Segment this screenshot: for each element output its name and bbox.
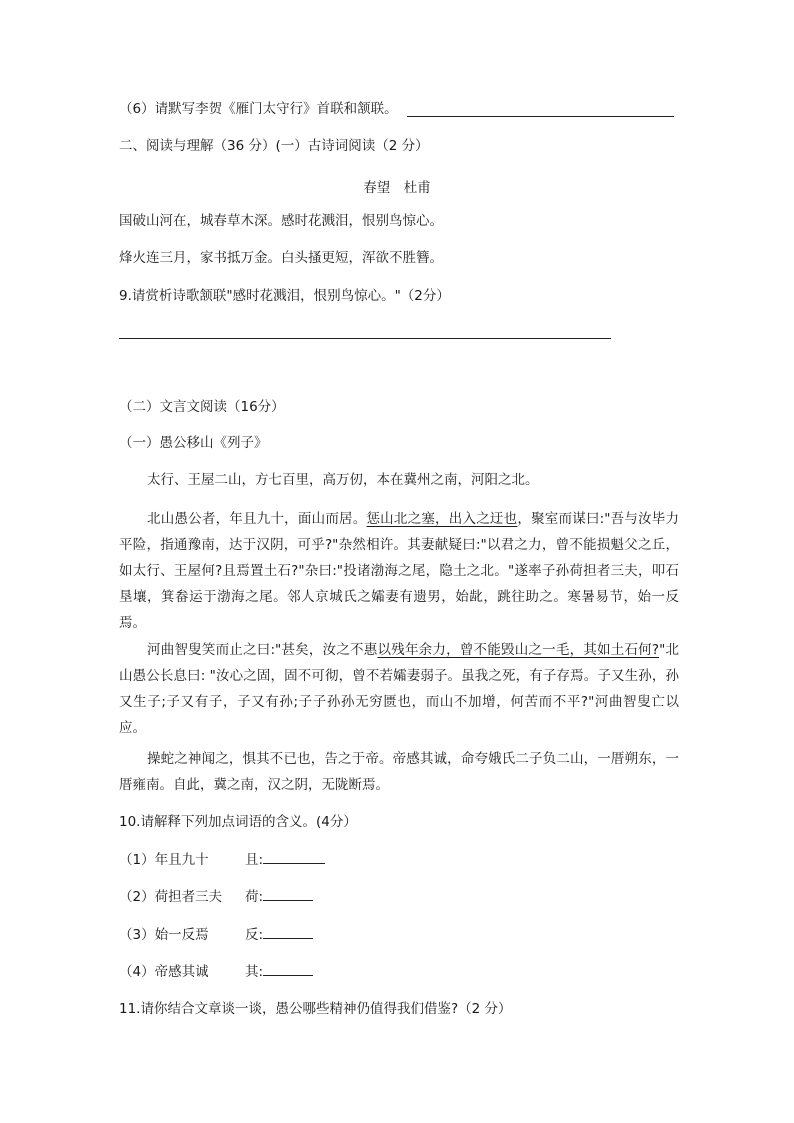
q10-item-3-phrase: （3）始一反焉 bbox=[119, 927, 209, 943]
paragraph-3 bbox=[119, 637, 679, 741]
underlined-sentence-1: 惩山北之塞，出入之迂也 bbox=[366, 511, 518, 527]
poem-line-1: 国破山河在，城春草木深。感时花溅泪，恨别鸟惊心。 bbox=[119, 213, 443, 229]
q10-item-4-label: 其: bbox=[245, 964, 264, 980]
answer-line-q6[interactable] bbox=[407, 116, 674, 117]
q10-item-2-label: 荷: bbox=[245, 889, 264, 905]
q10-item-4-blank[interactable] bbox=[263, 961, 313, 976]
paragraph-2 bbox=[119, 506, 679, 636]
poem-title: 春望 杜甫 bbox=[363, 180, 431, 196]
q10-item-4-phrase: （4）帝感其诚 bbox=[119, 964, 209, 980]
q10-item-2 bbox=[119, 886, 313, 907]
paragraph-1: 太行、王屋二山，方七百里，高万仞，本在冀州之南，河阳之北。 bbox=[147, 472, 539, 488]
q10-item-3-label: 反: bbox=[245, 927, 264, 943]
classical-section-header: （二）文言文阅读（16分） bbox=[119, 399, 285, 415]
q10-item-1-label: 且: bbox=[245, 852, 264, 868]
question-11: 11.请你结合文章谈一谈，愚公哪些精神仍值得我们借鉴?（2 分） bbox=[119, 1001, 512, 1017]
question-9: 9.请赏析诗歌颔联"感时花溅泪，恨别鸟惊心。"（2分） bbox=[119, 288, 450, 304]
classical-text-title: （一）愚公移山《列子》 bbox=[119, 435, 268, 451]
q10-item-3 bbox=[119, 924, 313, 945]
paragraph-3-start: 河曲智叟笑而止之曰:"甚矣，汝之不惠 bbox=[147, 642, 378, 658]
q10-item-1-blank[interactable] bbox=[263, 849, 325, 864]
q10-item-2-blank[interactable] bbox=[263, 886, 313, 901]
paragraph-4: 操蛇之神闻之，惧其不已也，告之于帝。帝感其诚，命夸娥氏二子负二山，一厝朔东，一厝雍南。自此，冀之南，汉之阴，无陇断焉。 bbox=[119, 751, 679, 793]
q10-item-1 bbox=[119, 849, 325, 870]
q10-item-1-phrase: （1）年且九十 bbox=[119, 852, 209, 868]
answer-line-q9[interactable] bbox=[119, 338, 611, 339]
q10-item-4 bbox=[119, 961, 313, 982]
q10-item-3-blank[interactable] bbox=[263, 924, 313, 939]
q10-item-2-phrase: （2）荷担者三夫 bbox=[119, 889, 223, 905]
section-2-header: 二、阅读与理解（36 分）(一）古诗词阅读（2 分） bbox=[119, 138, 429, 154]
question-6-text: （6）请默写李贺《雁门太守行》首联和颔联。 bbox=[119, 101, 398, 117]
question-10: 10.请解释下列加点词语的含义。(4分） bbox=[119, 814, 357, 830]
paragraph-3-rest: "北山愚公长息曰: "汝心之固，固不可彻，曾不若孀妻弱子。虽我之死，有子存焉。子又生孙，孙又生子;子又有子，子又有孙;子子孙孙无穷匮也，而山不加增，何苦而不平?"河曲智叟亡以应。 bbox=[119, 642, 679, 736]
question-6 bbox=[119, 99, 398, 119]
underlined-sentence-2: 以残年余力，曾不能毁山之一毛，其如土石何? bbox=[377, 642, 660, 658]
poem-line-2: 烽火连三月，家书抵万金。白头搔更短，浑欲不胜簪。 bbox=[119, 250, 443, 266]
paragraph-2-rest: ，聚室而谋曰:"吾与汝毕力平险，指通豫南，达于汉阴，可乎?"杂然相许。其妻献疑曰:"以君之力，曾不能损魁父之丘，如太行、王屋何?且焉置土石?"杂曰:"投诸渤海之尾，隐土之北。"遂率子孙荷担者三夫，叩石垦壤，箕畚运于渤海之尾。邻人京城氏之孀妻有遗男，始龀，跳往助之。寒暑易节，始一反焉。 bbox=[119, 511, 680, 631]
paragraph-2-start: 北山愚公者，年且九十，面山而居。 bbox=[147, 511, 367, 527]
